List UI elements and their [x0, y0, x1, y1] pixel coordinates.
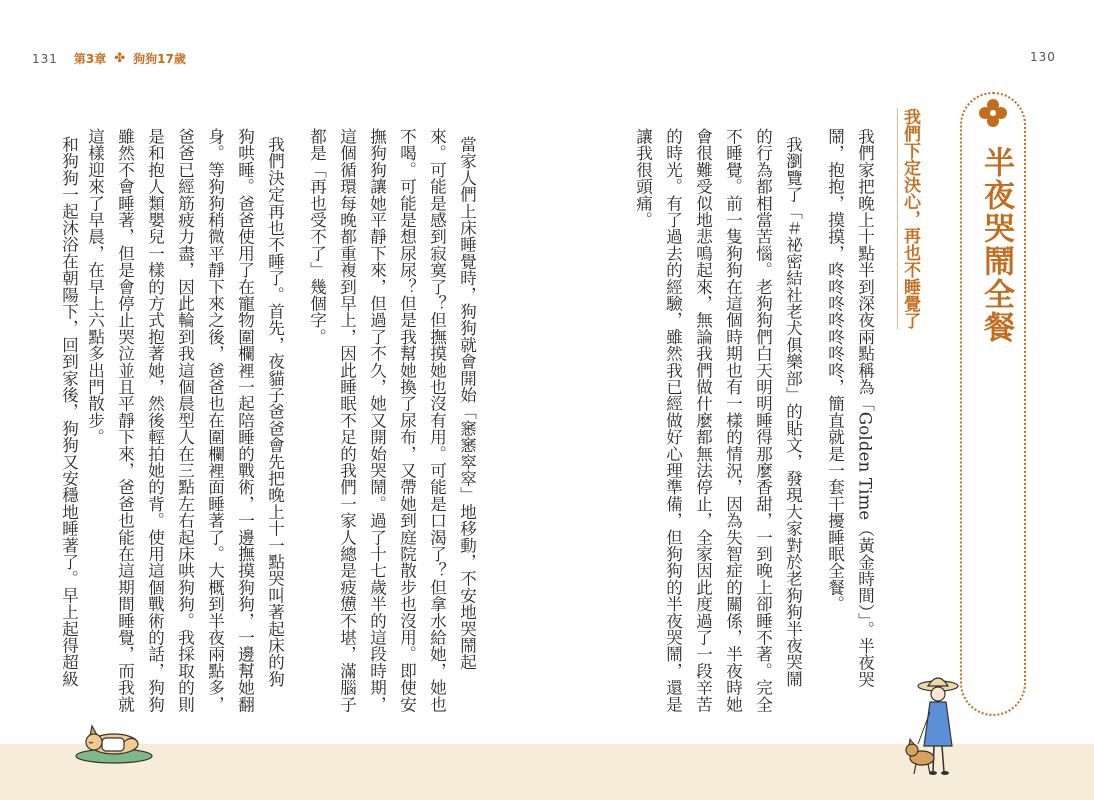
- text-column: 我們家把晚上十點半到深夜兩點稱為「Golden Time（黃金時間）」。半夜哭: [855, 128, 875, 688]
- text-column: 爸爸已經筋疲力盡，因此輪到我這個晨型人在三點左右起床哄狗狗。我採取的則: [175, 128, 195, 713]
- text-column: 當家人們上床睡覺時，狗狗就會開始「窸窸窣窣」地移動，不安地哭鬧起: [457, 136, 477, 671]
- text-column: 來。可能是感到寂寞了？但撫摸她也沒有用。可能是口渴了？但拿水給她，她也: [427, 128, 447, 713]
- text-column: 和狗狗一起沐浴在朝陽下，回到家後，狗狗又安穩地睡著了。早上起得超級: [59, 136, 79, 688]
- text-column: 我瀏覽了「＃祕密結社老犬俱樂部」的貼文，發現大家對於老狗狗半夜哭鬧: [783, 136, 803, 688]
- text-column: 會很難受似地悲鳴起來，無論我們做什麼都無法停止，全家因此度過了一段辛苦: [693, 128, 713, 713]
- chapter-label: 第3章: [73, 52, 107, 66]
- text-column: 是和抱人類嬰兒一樣的方式抱著她，然後輕拍她的背。使用這個戰術的話，狗狗: [145, 128, 165, 713]
- sleeping-dog-illustration: [74, 714, 158, 764]
- text-column: 不睡覺。前一隻狗狗在這個時期也有一樣的情況，因為失智症的關係，半夜時她: [723, 128, 743, 713]
- text-column: 鬧，抱抱，摸摸，咚咚咚咚咚咚咚，簡直就是一套干擾睡眠全餐。: [825, 128, 845, 613]
- text-column: 這個循環每晚都重複到早上，因此睡眠不足的我們一家人總是疲憊不堪，滿腦子: [337, 128, 357, 713]
- person-walking-dog-illustration: [904, 672, 968, 782]
- text-column: 撫狗狗讓她平靜下來，但過了不久，她又開始哭鬧。過了十七歲半的這段時期，: [367, 128, 387, 713]
- text-column: 都是「再也受不了」幾個字。: [307, 128, 327, 346]
- chapter-subtitle: 狗狗17歲: [133, 52, 186, 66]
- page-title: 半夜哭鬧全餐: [978, 146, 1014, 344]
- section-subheading: 我們下定決心，再也不睡覺了: [900, 108, 920, 329]
- text-column: 狗哄睡。爸爸使用了在寵物圍欄裡一起陪睡的戰術，一邊撫摸狗狗，一邊幫她翻: [235, 128, 255, 713]
- text-column: 這樣迎來了早晨，在早上六點多出門散步。: [85, 128, 105, 446]
- right-page-number: 130: [1030, 50, 1056, 64]
- text-column: 讓我很頭痛。: [633, 128, 653, 229]
- text-column: 雖然不會睡著，但是會停止哭泣並且平靜下來，爸爸也能在這期間睡覺，而我就: [115, 128, 135, 713]
- text-column: 身。等狗狗稍微平靜下來之後，爸爸也在圍欄裡面睡著了。大概到半夜兩點多，: [205, 128, 225, 713]
- text-column: 不喝。可能是想尿尿？但是我幫她換了尿布，又帶她到庭院散步也沒用。即使安: [397, 128, 417, 713]
- text-column: 我們決定再也不睡了。首先，夜貓子爸爸會先把晚上十一點哭叫著起床的狗: [265, 136, 285, 688]
- left-page-header: [32, 50, 186, 67]
- text-column: 的行為都相當苦惱。老狗狗們白天明明睡得那麼香甜，一到晚上卻睡不著。完全: [753, 128, 773, 713]
- four-petal-flower-icon: ✤: [114, 51, 126, 66]
- four-petal-flower-icon: [978, 98, 1008, 128]
- text-column: 的時光。有了過去的經驗，雖然我已經做好心理準備，但狗狗的半夜哭鬧，還是: [663, 128, 683, 713]
- left-page-number: 131: [32, 51, 58, 66]
